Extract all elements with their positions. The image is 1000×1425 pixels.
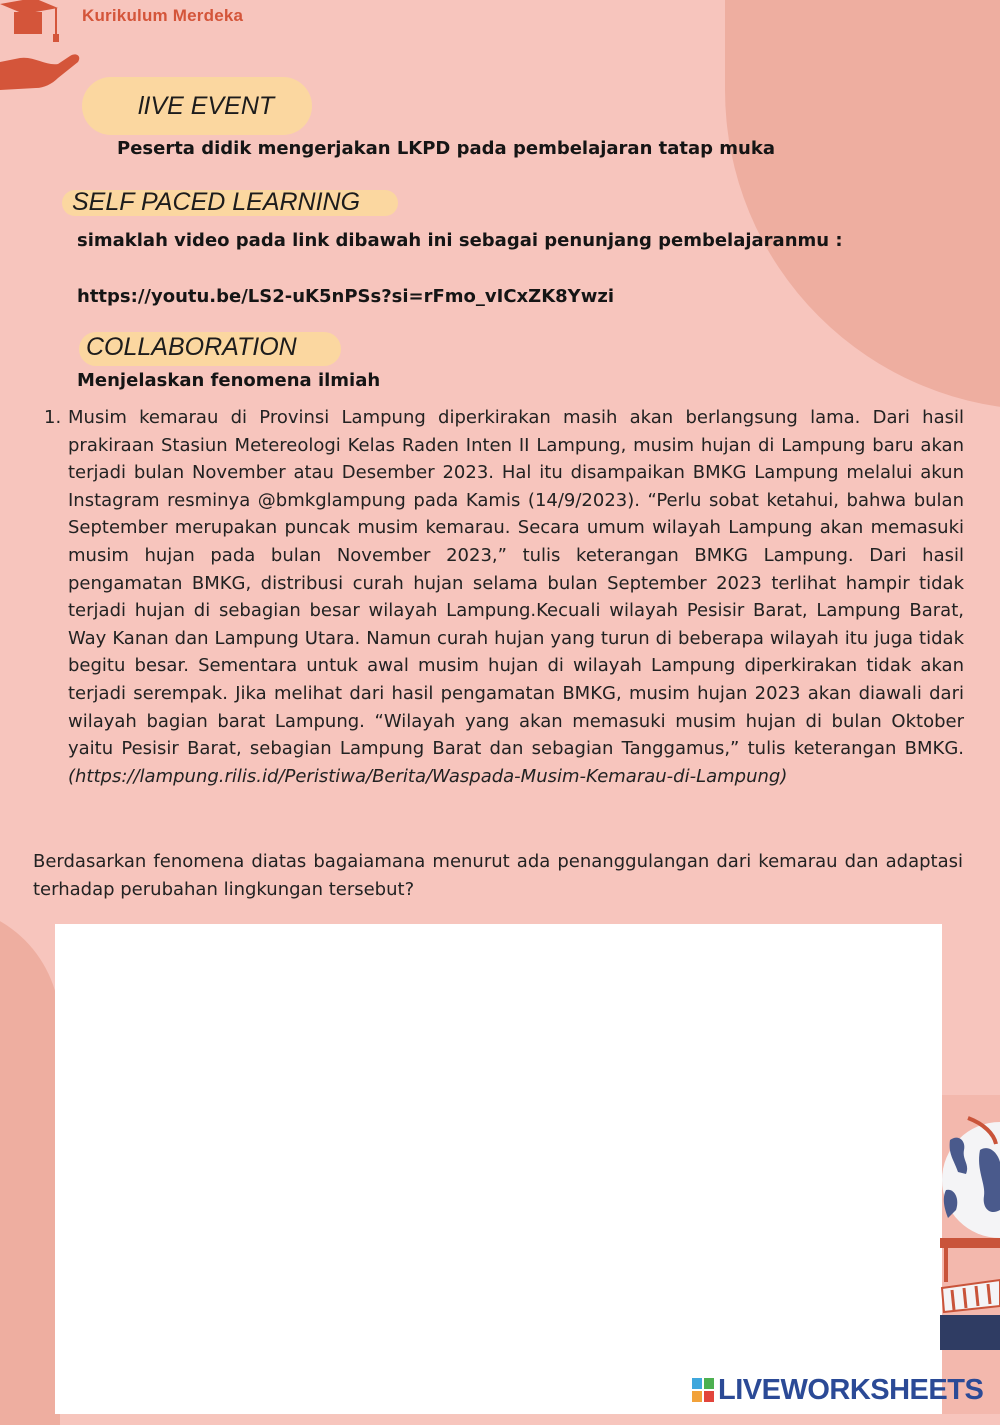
list-item: [44, 404, 964, 790]
video-link[interactable]: https://youtu.be/LS2-uK5nPSs?si=rFmo_vICxZK8Ywzi: [77, 286, 614, 307]
answer-input[interactable]: [55, 924, 942, 1414]
self-paced-text: simaklah video pada link dibawah ini sebagai penunjang pembelajaranmu :: [77, 230, 843, 251]
collaboration-subtitle: Menjelaskan fenomena ilmiah: [77, 370, 381, 391]
list-item-text: [68, 404, 964, 790]
article-citation: (https://lampung.rilis.id/Peristiwa/Berita/Waspada-Musim-Kemarau-di-Lampung): [68, 765, 788, 787]
section-title-collaboration: COLLABORATION: [79, 332, 341, 366]
section-title-live-event: lIVE EVENT: [82, 77, 312, 135]
globe-icon: [940, 1110, 1000, 1350]
liveworksheets-logo-icon: [692, 1378, 714, 1402]
watermark-text: LIVEWORKSHEETS: [718, 1373, 984, 1406]
liveworksheets-watermark: [692, 1372, 983, 1408]
article-text: Musim kemarau di Provinsi Lampung diperkirakan masih akan berlangsung lama. Dari hasil prakiraan Stasiun Metereologi Kelas Raden Inten II Lampung, musim hujan di Lampung baru akan terjadi bulan November atau Desember 2023. Hal itu disampaikan BMKG Lampung melalui akun Instagram resminya @bmkglampung pada Kamis (14/9/2023). “Perlu sobat ketahui, bahwa bulan September merupakan puncak musim kemarau. Secara umum wilayah Lampung akan memasuki musim hujan pada bulan November 2023,” tulis keterangan BMKG Lampung. Dari hasil pengamatan BMKG, distribusi curah hujan selama bulan September 2023 terlihat hampir tidak terjadi hujan di sebagian besar wilayah Lampung.Kecuali wilayah Pesisir Barat, Lampung Barat, Way Kanan dan Lampung Utara. Namun curah hujan yang turun di beberapa wilayah itu juga tidak begitu besar. Sementara untuk awal musim hujan di wilayah Lampung diperkirakan tidak akan terjadi serempak. Jika melihat dari hasil pengamatan BMKG, musim hujan 2023 akan diawali dari wilayah bagian barat Lampung. “Wilayah yang akan memasuki musim hujan di bulan Oktober yaitu Pesisir Barat, sebagian Lampung Barat dan sebagian Tanggamus,” tulis keterangan BMKG.: [68, 407, 964, 760]
question-text: Berdasarkan fenomena diatas bagaiamana menurut ada penanggulangan dari kemarau dan adaptasi terhadap perubahan lingkungan tersebut?: [33, 851, 963, 900]
section-title-self-paced: SELF PACED LEARNING: [62, 190, 398, 216]
live-event-text: Peserta didik mengerjakan LKPD pada pembelajaran tatap muka: [117, 138, 775, 159]
graduation-hand-icon: [0, 0, 85, 95]
background-blob-top: [725, 0, 1000, 410]
brand-title: Kurikulum Merdeka: [82, 6, 244, 25]
background-blob-left: [0, 905, 60, 1425]
list-item-number: 1.: [44, 407, 62, 428]
